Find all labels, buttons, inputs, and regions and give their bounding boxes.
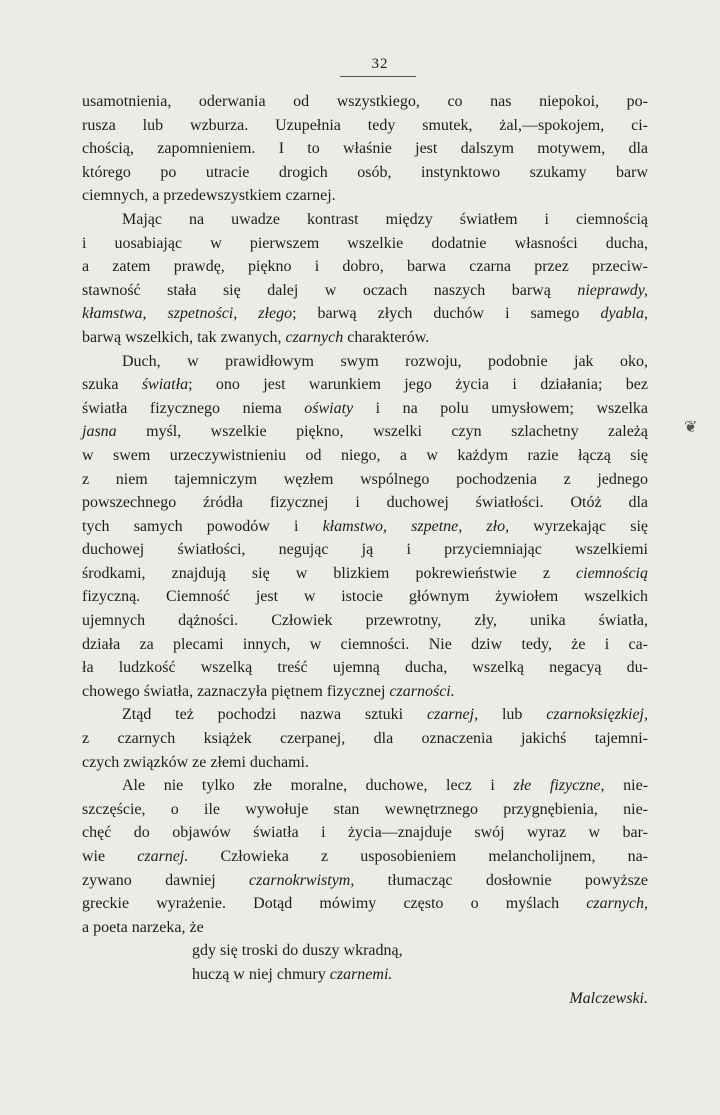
- text-segment: środkami, znajdują się w blizkiem pokrewieństwie z: [82, 564, 577, 582]
- italic-text: czarnej: [426, 706, 475, 724]
- text-segment: wie: [82, 848, 138, 865]
- author-signature: [82, 987, 648, 1011]
- text-line: [82, 302, 648, 326]
- text-segment: wyrzekając się: [509, 517, 648, 535]
- text-segment: tłumacząc dosłownie powyższe: [354, 871, 648, 889]
- italic-text: jasna: [82, 423, 117, 441]
- italic-text: czarnych,: [586, 895, 648, 913]
- text-segment: rusza lub wzburza. Uzupełnia tedy smutek, żal,—spokojem, ci-: [82, 116, 648, 134]
- text-line: [82, 680, 648, 704]
- page-number: 32: [371, 56, 389, 72]
- text-line: [82, 798, 648, 822]
- text-segment: tych samych powodów i: [82, 517, 323, 535]
- text-line: [82, 585, 648, 609]
- text-line: [82, 869, 648, 893]
- text-segment: i uosabiając w pierwszem wszelkie dodatnie własności ducha,: [82, 234, 648, 252]
- text-line: [82, 491, 648, 515]
- text-line: [82, 774, 648, 798]
- text-line: [82, 468, 648, 492]
- italic-text: czarnemi.: [329, 965, 393, 983]
- text-line: [82, 751, 648, 775]
- text-segment: duchowej światłości, negując ją i przyciemniając wszelkiemi: [82, 541, 648, 559]
- text-segment: chowego światła, zaznaczyła piętnem fizycznej: [82, 682, 390, 700]
- text-line: [82, 255, 648, 279]
- text-line: [82, 326, 648, 350]
- text-segment: nie-: [604, 777, 649, 795]
- text-segment: Mając na uwadze kontrast między światłem i ciemnością: [122, 210, 648, 228]
- text-segment: Ztąd też pochodzi nazwa sztuki: [122, 706, 427, 724]
- text-segment: Człowieka z usposobieniem melancholijnem, na-: [188, 848, 648, 865]
- text-segment: , lub: [474, 706, 547, 724]
- italic-text: czarnych: [285, 328, 344, 346]
- italic-text: kłamstwa, szpetności, złego: [82, 305, 293, 323]
- text-line: [82, 444, 648, 468]
- text-line: [82, 821, 648, 845]
- text-line: [82, 420, 648, 444]
- text-segment: huczą w niej chmury: [192, 965, 330, 983]
- text-segment: ciemnych, a przedewszystkiem czarnej.: [82, 187, 336, 205]
- text-segment: ; ono jest warunkiem jego życia i działania; bez: [188, 376, 648, 394]
- text-segment: z niem tajemniczym węzłem wspólnego pochodzenia z jednego: [82, 470, 648, 488]
- italic-text: ciemnością: [576, 564, 648, 582]
- italic-text: czarnej.: [137, 848, 189, 865]
- text-segment: greckie wyrażenie. Dotąd mówimy często o myślach: [82, 895, 587, 913]
- text-segment: myśl, wszelkie piękno, wszelki czyn szlachetny zależą: [116, 423, 648, 441]
- text-line: [82, 892, 648, 916]
- text-segment: z czarnych książek czerpanej, dla oznaczenia jakichś tajemni-: [82, 730, 648, 748]
- text-segment: i na polu umysłowem; wszelka: [353, 399, 649, 417]
- text-segment: w swem urzeczywistnieniu od niego, a w każdym razie łączą się: [82, 446, 648, 464]
- text-line: [82, 703, 648, 727]
- text-line: [82, 232, 648, 256]
- italic-text: oświaty: [304, 399, 354, 417]
- verse-line: [82, 939, 648, 963]
- text-segment: chęć do objawów światła i życia—znajduje swój wyraz w bar-: [82, 824, 648, 842]
- text-line: [82, 373, 648, 397]
- text-line: [82, 656, 648, 680]
- text-line: [82, 279, 648, 303]
- header-rule: [340, 76, 416, 77]
- text-segment: chością, zapomnieniem. I to właśnie jest dalszym motywem, dla: [82, 140, 648, 158]
- text-segment: powszechnego źródła fizycznej i duchowej światłości. Otóż dla: [82, 494, 648, 512]
- text-segment: usamotnienia, oderwania od wszystkiego, co nas niepokoi, po-: [82, 93, 648, 110]
- text-line: [82, 562, 648, 586]
- text-line: [82, 114, 648, 138]
- text-line: [82, 515, 648, 539]
- text-segment: Ale nie tylko złe moralne, duchowe, lecz i: [122, 777, 514, 795]
- text-line: [82, 350, 648, 374]
- text-segment: stawność stała się dalej w oczach naszych barwą: [82, 281, 578, 299]
- text-line: [82, 727, 648, 751]
- text-segment: ła ludzkość wszelką treść ujemną ducha, wszelką negacyą du-: [82, 659, 648, 677]
- italic-text: złe fizyczne,: [513, 777, 605, 795]
- text-segment: fizyczną. Ciemność jest w istocie głównym żywiołem wszelkich: [82, 588, 648, 606]
- italic-text: dyabla,: [600, 305, 649, 323]
- text-line: [82, 161, 648, 185]
- text-segment: szczęście, o ile wywołuje stan wewnętrznego przygnębienia, nie-: [82, 800, 648, 818]
- text-line: [82, 208, 648, 232]
- text-segment: a zatem prawdę, piękno i dobro, barwa czarna przez przeciw-: [82, 258, 648, 276]
- text-line: [82, 397, 648, 421]
- body-text: [82, 90, 648, 1010]
- text-segment: gdy się troski do duszy wkradną,: [192, 942, 403, 960]
- text-line: [82, 90, 648, 114]
- text-segment: barwą wszelkich, tak zwanych,: [82, 328, 286, 346]
- text-segment: działa za plecami innych, w ciemności. Nie dziw tedy, że i ca-: [82, 635, 648, 653]
- text-segment: charakterów.: [343, 328, 430, 346]
- text-segment: światła fizycznego niema: [82, 399, 305, 417]
- italic-text: czarnokrwistym,: [249, 871, 355, 889]
- italic-text: światła: [141, 376, 189, 394]
- italic-text: kłamstwo, szpetne, zło,: [322, 517, 510, 535]
- text-segment: ujemnych dążności. Człowiek przewrotny, zły, unika światła,: [82, 612, 648, 630]
- italic-text: nieprawdy,: [577, 281, 648, 299]
- text-segment: zywano dawniej: [82, 871, 250, 889]
- text-segment: czych związków ze złemi duchami.: [82, 753, 309, 771]
- text-line: [82, 137, 648, 161]
- verse-line: [82, 963, 648, 987]
- italic-text: czarności.: [389, 682, 455, 700]
- text-line: [82, 538, 648, 562]
- text-line: [82, 845, 648, 869]
- italic-text: Malczewski.: [569, 989, 648, 1007]
- text-line: [82, 184, 648, 208]
- margin-ornament: ❦: [684, 419, 698, 436]
- italic-text: czarnoksięzkiej,: [546, 706, 648, 724]
- text-segment: którego po utracie drogich osób, instynktowo szukamy barw: [82, 163, 648, 181]
- text-segment: a poeta narzeka, że: [82, 918, 204, 936]
- text-segment: szuka: [82, 376, 142, 394]
- text-line: [82, 609, 648, 633]
- text-segment: ; barwą złych duchów i samego: [292, 305, 601, 323]
- text-line: [82, 633, 648, 657]
- text-line: [82, 916, 648, 940]
- text-segment: Duch, w prawidłowym swym rozwoju, podobnie jak oko,: [122, 352, 648, 370]
